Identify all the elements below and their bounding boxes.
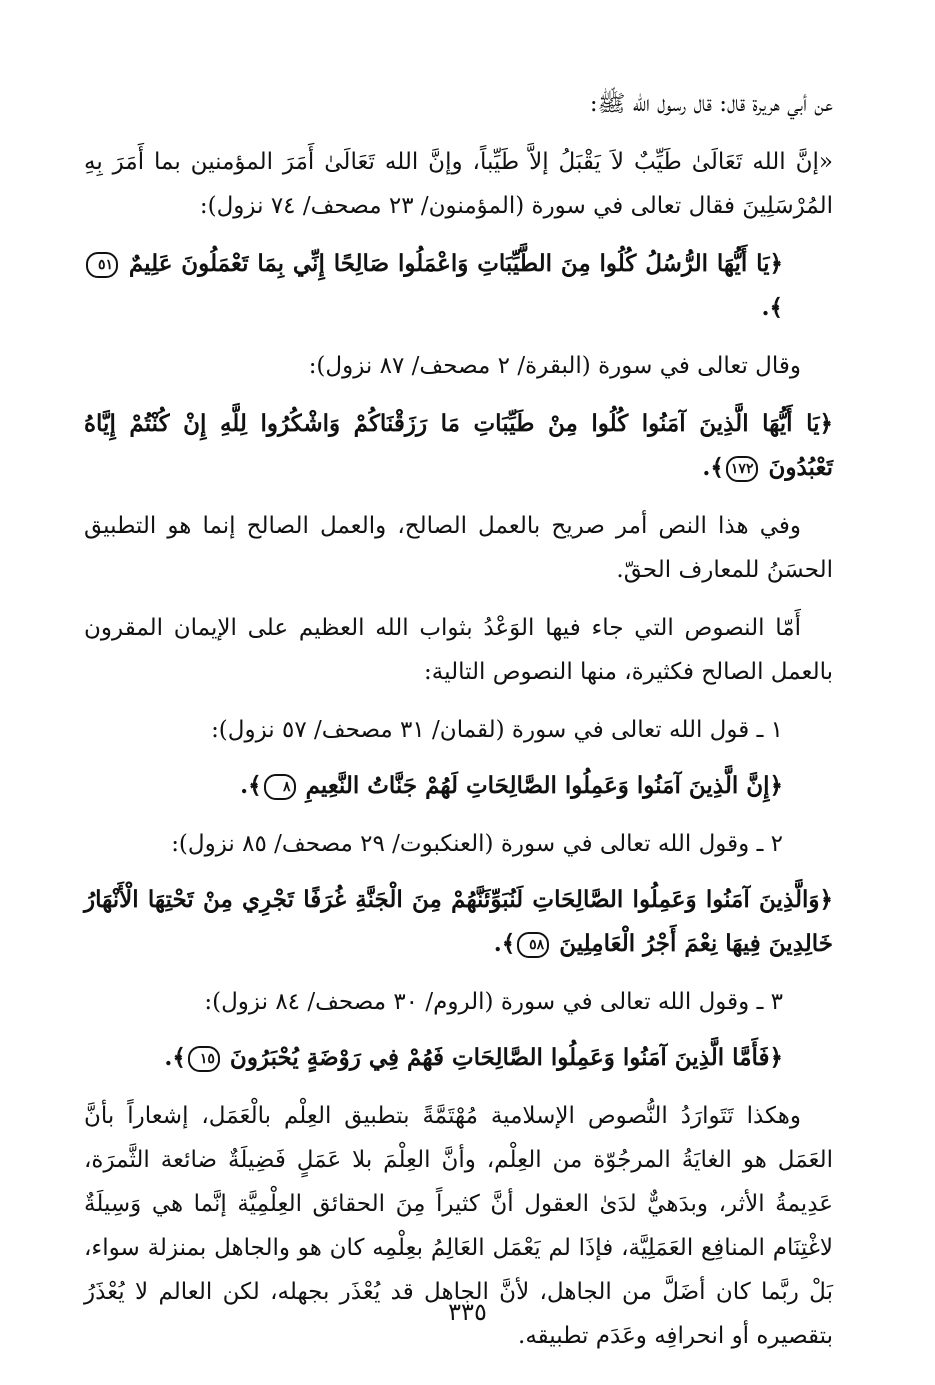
verse-end: ﴾. [240,772,262,799]
commentary-paragraph: وفي هذا النص أمر صريح بالعمل الصالح، والعمل الصالح إنما هو التطبيق الحسَنُ للمعارف الحقّ. [84,513,833,583]
quran-verse-4 [84,878,833,966]
hadith-text: «إنَّ الله تَعَالَىٰ طَيِّبٌ لاَ يَقْبَلُ إلاَّ طَيِّباً، وإنَّ الله تَعَالَىٰ أَمَرَ المؤمنين بما أَمَرَ بِهِ المُرْسَلِينَ فقال تعالى في سورة (المؤمنون/ ٢٣ مصحف/ ٧٤ نزول): [84,149,833,219]
ayah-number-icon: ٥٨ [517,932,549,958]
list-item: ٣ ـ وقول الله تعالى في سورة (الروم/ ٣٠ مصحف/ ٨٤ نزول): [204,989,783,1015]
ayah-number-icon: ١٧٢ [726,456,759,482]
verse-text: ﴿فَأَمَّا الَّذِينَ آمَنُوا وَعَمِلُوا الصَّالِحَاتِ فَهُمْ فِي رَوْضَةٍ يُحْبَرُونَ [229,1044,783,1071]
verse-text: ﴿يَا أَيُّهَا الرُّسُلُ كُلُوا مِنَ الطَّيِّبَاتِ وَاعْمَلُوا صَالِحًا إِنِّي بِمَا تَعْمَلُونَ عَلِيمٌ [128,250,783,277]
verse-end: ﴾. [164,1044,186,1071]
list-item: ٢ ـ وقول الله تعالى في سورة (العنكبوت/ ٢٩ مصحف/ ٨٥ نزول): [171,831,783,857]
ayah-number-icon: ١٥ [188,1046,220,1072]
texts-intro-paragraph: أَمّا النصوص التي جاء فيها الوَعْدُ بثواب الله العظيم على الإيمان المقرون بالعمل الصالح فكثيرة، منها النصوص التالية: [84,615,833,685]
page-number: ٣٣٥ [448,1298,487,1326]
verse-text: ﴿يَا أَيُّهَا الَّذِينَ آمَنُوا كُلُوا مِنْ طَيِّبَاتِ مَا رَزَقْنَاكُمْ وَاشْكُرُوا لِلَّهِ إِنْ كُنْتُمْ إِيَّاهُ تَعْبُدُونَ [84,410,833,481]
verse-end: ﴾. [493,930,516,957]
verse-end: ﴾. [761,294,783,321]
verse-text: ﴿وَالَّذِينَ آمَنُوا وَعَمِلُوا الصَّالِحَاتِ لَنُبَوِّئَنَّهُمْ مِنَ الْجَنَّةِ غُرَفًا تَجْرِي مِنْ تَحْتِهَا الْأَنْهَارُ خَالِدِينَ فِيهَا نِعْمَ أَجْرُ الْعَامِلِينَ [84,886,833,957]
verse-end: ﴾. [702,454,724,481]
ayah-number-icon: ٥١ [86,252,118,278]
verse-text: ﴿إِنَّ الَّذِينَ آمَنُوا وَعَمِلُوا الصَّالِحَاتِ لَهُمْ جَنَّاتُ النَّعِيمِ [305,772,783,799]
quran-verse-5 [84,1036,833,1080]
hadith-intro: عن أبي هريرة قال: قال رسول الله ﷺ: [589,91,833,117]
quran-verse-2 [84,402,833,490]
ayah-number-icon: ٨ [264,774,296,800]
quran-verse-1 [84,242,833,330]
conclusion-paragraph: وهكذا تَتَوارَدُ النُّصوص الإسلامية مُهْتَمَّةً بتطبيق العِلْم بالْعَمَل، إشعاراً بأنَّ العَمَل هو الغايَةُ المرجُوّة من العِلْم، وأنَّ العِلْمَ بلا عَمَلٍ فَضِيلَةٌ ضائعة الثَّمرَة، عَدِيمةُ الأثر، وبدَهيٌّ لدَىٰ العقول أنَّ كثيراً مِنَ الحقائق العِلْمِيَّة إنَّما هي وَسِيلَةٌ لاغْتِنَام المنافِع العَمَلِيَّة، فإذَا لم يَعْمَل العَالِمُ بعِلْمِه كان هو والجاهل بمنزلة سواء، بَلْ ربَّما كان أضَلَّ من الجاهل، لأنَّ الجاهل قد يُعْذَر بجهله، لكن العالم لا يُعْذَرُ بتقصيره أو انحرافِه وعَدَم تطبيقه. [84,1103,833,1349]
surah-reference: وقال تعالى في سورة (البقرة/ ٢ مصحف/ ٨٧ نزول): [308,353,801,379]
list-item: ١ ـ قول الله تعالى في سورة (لقمان/ ٣١ مصحف/ ٥٧ نزول): [211,717,783,743]
quran-verse-3 [84,764,833,808]
